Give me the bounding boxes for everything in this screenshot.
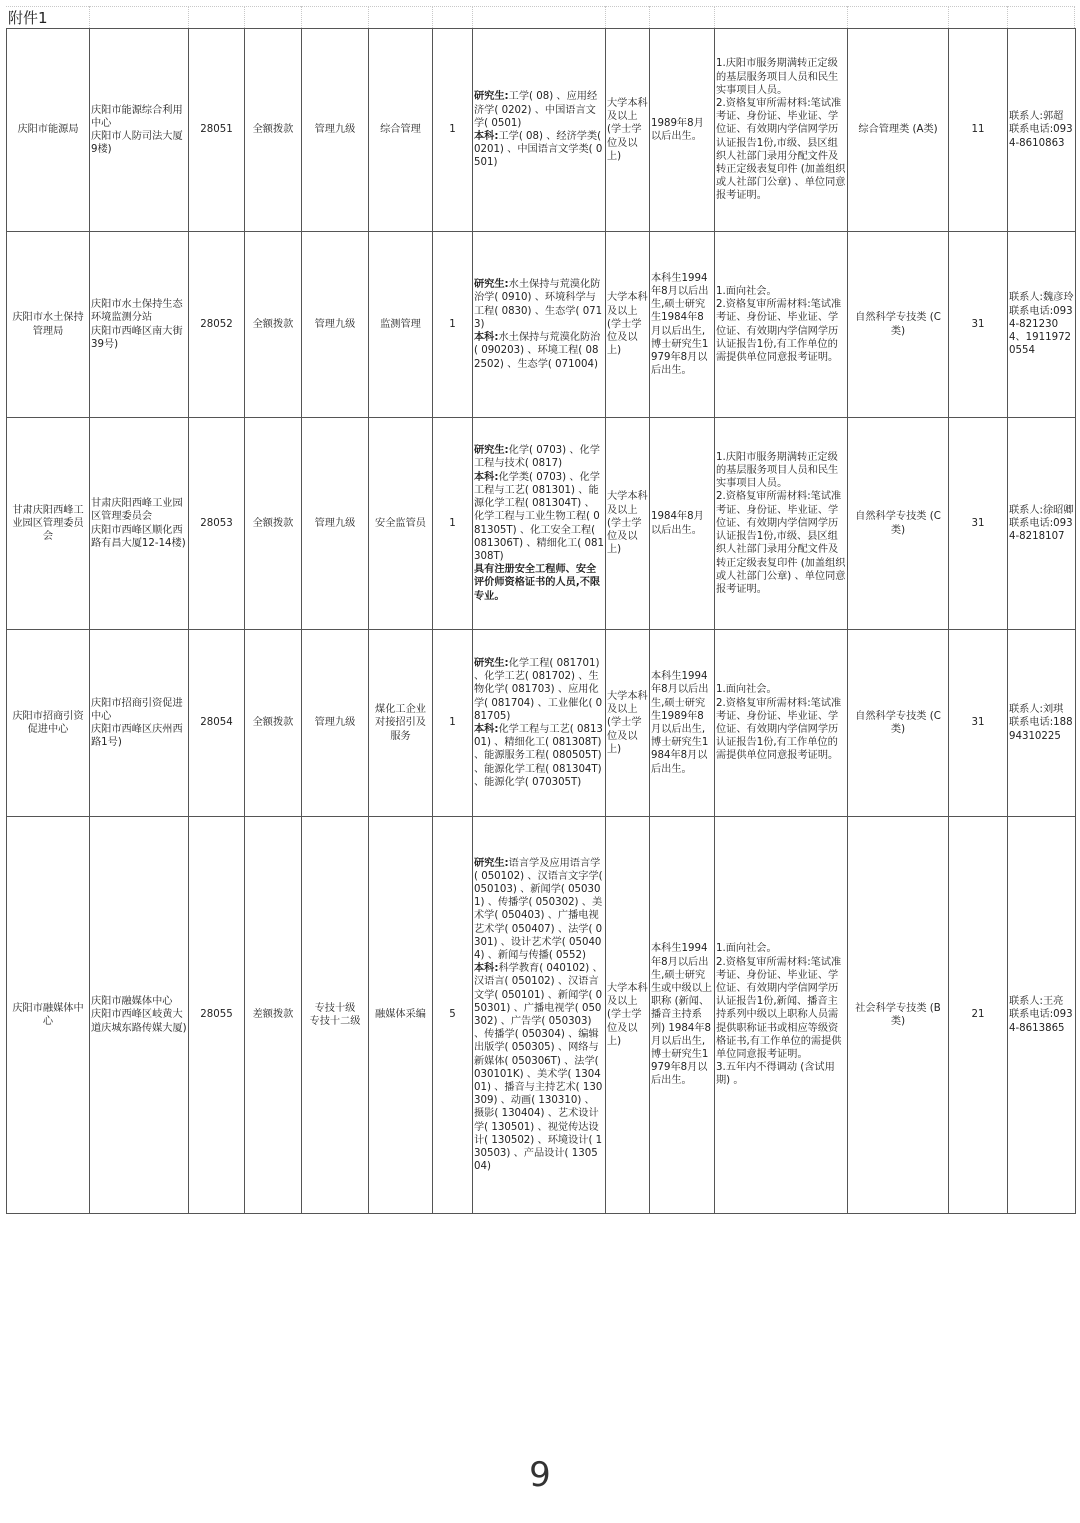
major-ug-text: 水土保持与荒漠化防治( 090203) 、环境工程( 082502) 、生态学( 071004) <box>474 332 601 370</box>
major-grad-text: 水土保持与荒漠化防治学( 0910) 、环境科学与工程( 0830) 、生态学( 0713) <box>474 279 603 330</box>
major-ug-label: 本科: <box>474 332 499 344</box>
cell-level: 管理九级 <box>302 29 369 232</box>
cell-other-requirements: 1.面向社会。 2.资格复审所需材料:笔试准考证、身份证、毕业证、学位证、有效期内学信网学历认证报告1份,有工作单位的需提供单位同意报考证明。 <box>715 630 848 817</box>
table-row <box>7 29 1076 232</box>
cell-level: 管理九级 <box>302 630 369 817</box>
cell-major <box>473 29 606 232</box>
cell-unit: 庆阳市招商引资促进中心 庆阳市西峰区庆州西路1号) <box>90 630 189 817</box>
cell-funding: 全额拨款 <box>245 418 302 630</box>
recruitment-table <box>6 28 1076 1214</box>
cell-department: 庆阳市融媒体中心 <box>7 817 90 1214</box>
cell-count: 1 <box>433 630 473 817</box>
cell-department: 庆阳市招商引资促进中心 <box>7 630 90 817</box>
major-ug-label: 本科: <box>474 724 499 735</box>
cell-unit: 甘肃庆阳西峰工业园区管理委员会 庆阳市西峰区顺化西路有昌大厦12-14楼) <box>90 418 189 630</box>
header-gridline <box>301 6 302 28</box>
cell-funding: 全额拨款 <box>245 29 302 232</box>
major-ug-text: 工学( 08) 、经济学类( 0201) 、中国语言文学类( 0501) <box>474 131 603 169</box>
cell-position: 融媒体采编 <box>369 817 433 1214</box>
cell-other-requirements: 1.庆阳市服务期满转正定级的基层服务项目人员和民生实事项目人员。 2.资格复审所需材料:笔试准考证、身份证、毕业证、学位证、有效期内学信网学历认证报告1份,市级、县区组织人社部门录用分配文件及转正定级表复印件 (加盖组织或人社部门公章) 、单位同意报考证明。 <box>715 418 848 630</box>
table-row <box>7 817 1076 1214</box>
cell-department: 庆阳市能源局 <box>7 29 90 232</box>
cell-exam-type: 社会科学专技类 (B类) <box>848 817 949 1214</box>
major-ug-text: 化学类( 0703) 、化学工程与工艺( 081301) 、能源化学工程( 081304T) 、化学工程与工业生物工程( 081305T) 、化工安全工程( 081306T) 、精细化工( 081308T) <box>474 471 604 562</box>
table-row <box>7 630 1076 817</box>
cell-exam-code: 31 <box>949 232 1008 418</box>
cell-unit: 庆阳市融媒体中心 庆阳市西峰区岐黄大道庆城东路传媒大厦) <box>90 817 189 1214</box>
cell-count: 1 <box>433 232 473 418</box>
cell-funding: 全额拨款 <box>245 630 302 817</box>
cell-age: 本科生1994年8月以后出生,硕士研究生1984年8月以后出生,博士研究生1979年8月以后出生。 <box>650 232 715 418</box>
cell-funding: 差额拨款 <box>245 817 302 1214</box>
cell-funding: 全额拨款 <box>245 232 302 418</box>
cell-unit: 庆阳市能源综合利用中心 庆阳市人防司法大厦9楼) <box>90 29 189 232</box>
cell-count: 1 <box>433 418 473 630</box>
cell-age: 本科生1994年8月以后出生,硕士研究生1989年8月以后出生,博士研究生1984年8月以后出生。 <box>650 630 715 817</box>
cell-major <box>473 232 606 418</box>
major-grad-text: 语言学及应用语言学( 050102) 、汉语言文字学( 050103) 、新闻学( 050301) 、传播学( 050302) 、美术学( 050403) 、广播电视艺术学( 050407) 、法学( 0301) 、设计艺术学( 050404) 、新闻与传播( 0552) <box>474 857 603 961</box>
header-gridline <box>948 6 949 28</box>
header-gridline <box>847 6 848 28</box>
table-row <box>7 232 1076 418</box>
cell-position: 安全监管员 <box>369 418 433 630</box>
cell-contact: 联系人:王亮 联系电话:0934-8613865 <box>1008 817 1076 1214</box>
header-gridline <box>244 6 245 28</box>
major-ug-text: 化学工程与工艺( 081301) 、精细化工( 081308T) 、能源服务工程( 080505T) 、能源化学工程( 081304T) 、能源化学( 070305T) <box>474 724 603 788</box>
cell-level: 管理九级 <box>302 418 369 630</box>
major-note: 具有注册安全工程师、安全评价师资格证书的人员,不限专业。 <box>474 564 601 602</box>
cell-exam-code: 21 <box>949 817 1008 1214</box>
cell-education: 大学本科及以上 (学士学位及以上) <box>606 418 650 630</box>
header-gridline <box>89 6 90 28</box>
cell-major <box>473 630 606 817</box>
cell-other-requirements: 1.面向社会。 2.资格复审所需材料:笔试准考证、身份证、毕业证、学位证、有效期内学信网学历认证报告1份,有工作单位的需提供单位同意报考证明。 <box>715 232 848 418</box>
cell-education: 大学本科及以上 (学士学位及以上) <box>606 817 650 1214</box>
cell-department: 庆阳市水土保持管理局 <box>7 232 90 418</box>
table-body <box>7 29 1076 1214</box>
cell-education: 大学本科及以上 (学士学位及以上) <box>606 630 650 817</box>
cell-exam-code: 31 <box>949 630 1008 817</box>
cell-position: 煤化工企业对接招引及服务 <box>369 630 433 817</box>
cell-exam-type: 自然科学专技类 (C类) <box>848 232 949 418</box>
major-grad-label: 研究生: <box>474 445 509 457</box>
major-ug-label: 本科: <box>474 963 499 975</box>
cell-count: 5 <box>433 817 473 1214</box>
header-gridline <box>714 6 715 28</box>
major-ug-label: 本科: <box>474 131 499 142</box>
cell-contact: 联系人:刘琪 联系电话:18894310225 <box>1008 630 1076 817</box>
attachment-title: 附件1 <box>8 9 48 27</box>
page-number: 9 <box>529 1455 551 1495</box>
cell-other-requirements: 1.庆阳市服务期满转正定级的基层服务项目人员和民生实事项目人员。 2.资格复审所需材料:笔试准考证、身份证、毕业证、学位证、有效期内学信网学历认证报告1份,市级、县区组织人社部门录用分配文件及转正定级表复印件 (加盖组织或人社部门公章) 、单位同意报考证明。 <box>715 29 848 232</box>
cell-position-code: 28052 <box>189 232 245 418</box>
header-gridline <box>649 6 650 28</box>
major-grad-label: 研究生: <box>474 657 509 669</box>
cell-exam-type: 自然科学专技类 (C类) <box>848 418 949 630</box>
cell-other-requirements: 1.面向社会。 2.资格复审所需材料:笔试准考证、身份证、毕业证、学位证、有效期内学信网学历认证报告1份,新闻、播音主持系列中级以上职称人员需提供职称证书或相应等级资格证书,有工作单位的需提供单位同意报考证明。 3.五年内不得调动 (含试用期) 。 <box>715 817 848 1214</box>
header-gridline <box>188 6 189 28</box>
major-grad-label: 研究生: <box>474 279 509 291</box>
cell-contact: 联系人:魏彦玲 联系电话:0934-8212304、19119720554 <box>1008 232 1076 418</box>
header-gridline <box>472 6 473 28</box>
header-gridline <box>605 6 606 28</box>
cell-major <box>473 817 606 1214</box>
header-gridline <box>432 6 433 28</box>
major-ug-label: 本科: <box>474 471 499 483</box>
cell-major <box>473 418 606 630</box>
cell-exam-type: 综合管理类 (A类) <box>848 29 949 232</box>
cell-position-code: 28053 <box>189 418 245 630</box>
major-grad-label: 研究生: <box>474 91 509 103</box>
header-gridline <box>1007 6 1008 28</box>
cell-exam-code: 31 <box>949 418 1008 630</box>
header-gridline <box>368 6 369 28</box>
header-gridline <box>1074 6 1075 28</box>
cell-age: 1984年8月以后出生。 <box>650 418 715 630</box>
cell-exam-type: 自然科学专技类 (C类) <box>848 630 949 817</box>
cell-position-code: 28051 <box>189 29 245 232</box>
cell-position: 综合管理 <box>369 29 433 232</box>
cell-count: 1 <box>433 29 473 232</box>
major-grad-text: 化学工程( 081701) 、化学工艺( 081702) 、生物化学( 081703) 、应用化学( 081704) 、工业催化( 081705) <box>474 657 603 722</box>
major-ug-text: 科学教育( 040102) 、汉语言( 050102) 、汉语言文学( 050101) 、新闻学( 050301) 、广播电视学( 050302) 、广告学( 050303) 、传播学( 050304) 、编辑出版学( 050305) 、网络与新媒体( 050306T) 、法学( 030101K) 、美术学( 130401) 、播音与主持艺术( 130309) 、动画( 130310) 、摄影( 130404) 、艺术设计学( 130501) 、视觉传达设计( 130502) 、环境设计( 130503) 、产品设计( 130504) <box>474 963 603 1173</box>
cell-education: 大学本科及以上 (学士学位及以上) <box>606 29 650 232</box>
cell-contact: 联系人:徐昭卿 联系电话:0934-8218107 <box>1008 418 1076 630</box>
cell-level: 专技十级 专技十二级 <box>302 817 369 1214</box>
cell-age: 1989年8月以后出生。 <box>650 29 715 232</box>
cell-contact: 联系人:郭超 联系电话:0934-8610863 <box>1008 29 1076 232</box>
cell-unit: 庆阳市水土保持生态环境监测分站 庆阳市西峰区南大街39号) <box>90 232 189 418</box>
cell-education: 大学本科及以上 (学士学位及以上) <box>606 232 650 418</box>
cell-position-code: 28055 <box>189 817 245 1214</box>
cell-department: 甘肃庆阳西峰工业园区管理委员会 <box>7 418 90 630</box>
cell-exam-code: 11 <box>949 29 1008 232</box>
header-row <box>6 6 1075 28</box>
cell-position-code: 28054 <box>189 630 245 817</box>
major-grad-text: 工学( 08) 、应用经济学( 0202) 、中国语言文学( 0501) <box>474 91 598 129</box>
major-grad-label: 研究生: <box>474 857 509 869</box>
cell-position: 监测管理 <box>369 232 433 418</box>
cell-level: 管理九级 <box>302 232 369 418</box>
major-grad-text: 化学( 0703) 、化学工程与技术( 0817) <box>474 445 600 470</box>
cell-age: 本科生1994年8月以后出生,硕士研究生或中级以上职称 (新闻、播音主持系列) 1984年8月以后出生,博士研究生1979年8月以后出生。 <box>650 817 715 1214</box>
table-row <box>7 418 1076 630</box>
